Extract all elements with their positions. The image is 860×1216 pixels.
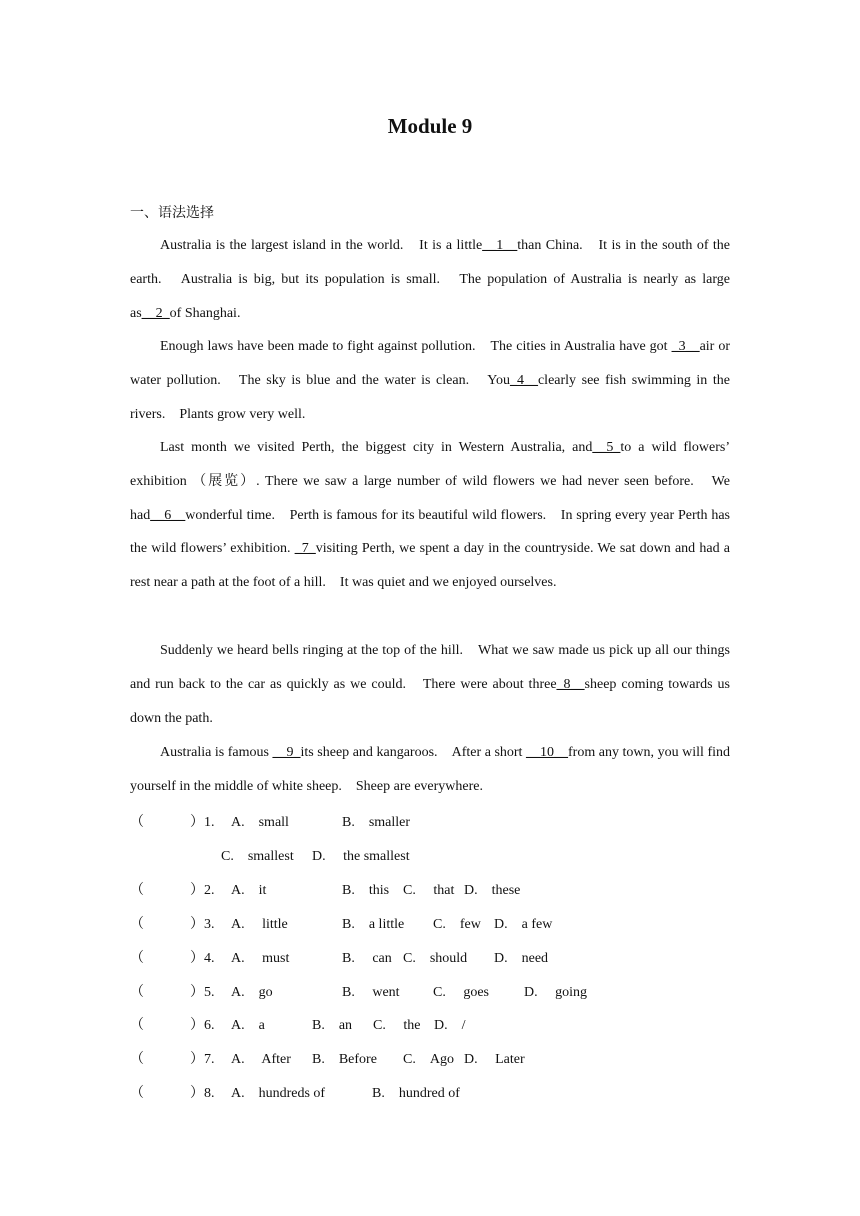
passage-text: clearly see fish swimming in the rivers. Plants grow very well. (130, 372, 730, 422)
answer-paren: （ (130, 883, 144, 898)
passage-text: from any town, you will find yourself in the middle of white sheep. Sheep are everywhere. (130, 745, 730, 794)
passage-text: Enough laws have been made to fight against pollution. The cities in Australia have got (160, 339, 672, 354)
option-a: A. go (231, 985, 273, 1000)
option-d: D. a few (494, 917, 553, 932)
question-number: ）4. (190, 951, 215, 966)
blank-7: _7_ (294, 541, 316, 557)
option-a: A. hundreds of (231, 1086, 326, 1101)
option-b: B. went (342, 985, 400, 1000)
passage-paragraph-1 (130, 229, 730, 330)
answer-paren: （ (130, 985, 144, 1000)
passage-text: Last month we visited Perth, the biggest city in Western Australia, and (160, 440, 593, 455)
answer-paren: （ (130, 1052, 144, 1067)
answer-paren: （ (130, 815, 144, 830)
option-c: C. Ago (403, 1052, 454, 1067)
question-number: ）2. (190, 883, 215, 898)
blank-8: _8__ (556, 676, 585, 692)
blank-6: __6__ (150, 507, 186, 523)
passage-text: Australia is famous (160, 745, 273, 760)
question-number: ）6. (190, 1018, 215, 1033)
passage-text: sheep coming towards us down the path. (130, 676, 730, 726)
passage-text: to a wild flowers’ exhibition （展览）. There we saw a large number of wild flowers we had never seen before. We had (130, 440, 730, 523)
option-d: D. the smallest (312, 849, 410, 864)
blank-2: __2_ (141, 305, 170, 321)
option-b: B. can (342, 951, 392, 966)
blank-3: _3__ (671, 339, 700, 354)
option-c: C. smallest (221, 849, 294, 864)
option-b: B. this (342, 883, 390, 898)
option-d: D. need (494, 951, 549, 966)
option-b: B. hundred of (372, 1086, 460, 1101)
passage-text: Suddenly we heard bells ringing at the top of the hill. What we saw made us pick up all our things and run back to the car as quickly as we could. There were about three (130, 643, 730, 692)
option-c: C. the (373, 1018, 421, 1033)
question-number: ）8. (190, 1086, 215, 1101)
option-c: C. few (433, 917, 481, 932)
passage-text: visiting Perth, we spent a day in the countryside. We sat down and had a rest near a path at the foot of a hill. It was quiet and we enjoyed ourselves. (130, 541, 731, 591)
blank-1: __1__ (482, 238, 518, 253)
option-b: B. an (312, 1018, 353, 1033)
question-number: ）1. (190, 815, 215, 830)
answer-paren: （ (130, 917, 144, 932)
passage-paragraph-2 (130, 330, 730, 431)
option-b: B. a little (342, 917, 405, 932)
option-d: D. / (434, 1018, 466, 1033)
section-heading: 一、语法选择 (130, 206, 214, 221)
passage-paragraph-3 (130, 431, 730, 600)
option-a: A. it (231, 883, 267, 898)
option-d: D. going (524, 985, 587, 1000)
passage-paragraph-4 (130, 634, 730, 735)
option-c: C. goes (433, 985, 489, 1000)
option-a: A. a (231, 1018, 265, 1033)
blank-10: __10__ (526, 745, 568, 760)
passage-paragraph-5 (130, 736, 730, 804)
option-c: C. should (403, 951, 468, 966)
option-a: A. small (231, 815, 289, 830)
passage-text: wonderful time. Perth is famous for its beautiful wild flowers. In spring every year Perth has the wild flowers’ exhibition. (130, 507, 730, 557)
option-a: A. little (231, 917, 288, 932)
option-a: A. must (231, 951, 290, 966)
blank-9: __9_ (272, 745, 301, 760)
question-number: ）5. (190, 985, 215, 1000)
blank-5: __5_ (592, 440, 621, 455)
passage-text: Australia is the largest island in the world. It is a little (160, 238, 483, 253)
answer-paren: （ (130, 1086, 144, 1101)
passage-text: than China. It is in the south of the earth. Australia is big, but its population is small. The population of Australia is nearly as large as (130, 238, 731, 321)
passage-text: air or water pollution. The sky is blue and the water is clean. You (130, 339, 730, 388)
option-d: D. these (464, 883, 521, 898)
question-number: ）3. (190, 917, 215, 932)
blank-4: _4__ (509, 372, 538, 388)
page-title: Module 9 (387, 114, 473, 138)
answer-paren: （ (130, 1018, 144, 1033)
option-b: B. Before (312, 1052, 377, 1067)
question-number: ）7. (190, 1052, 215, 1067)
option-c: C. that (403, 883, 455, 898)
answer-paren: （ (130, 951, 144, 966)
passage-text: its sheep and kangaroos. After a short (300, 745, 526, 760)
option-d: D. Later (464, 1052, 525, 1067)
option-a: A. After (231, 1052, 291, 1067)
passage-text: of Shanghai. (169, 305, 241, 321)
option-b: B. smaller (342, 815, 411, 830)
